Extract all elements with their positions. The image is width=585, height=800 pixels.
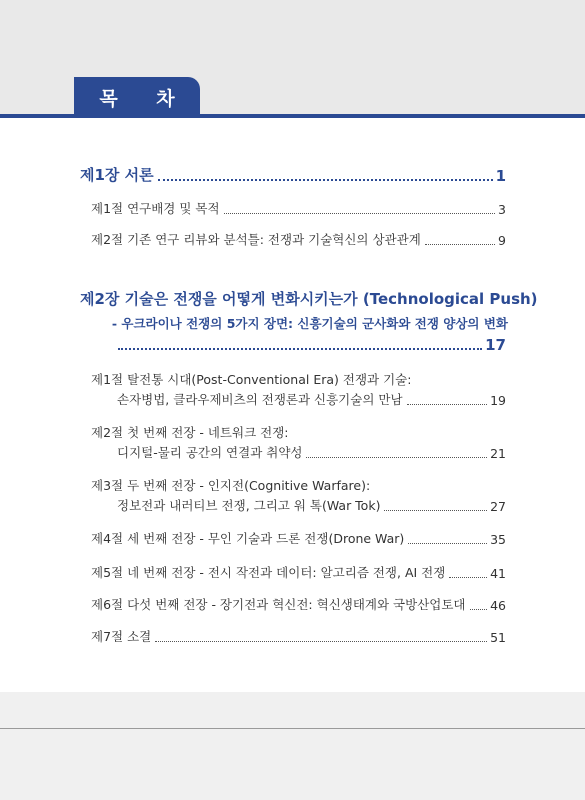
toc-entry-section-2-7[interactable]	[91, 627, 506, 645]
toc-entry-section-2-3-line1[interactable]: 제3절 두 번째 전장 - 인지전(Cognitive Warfare):	[91, 478, 371, 493]
toc-chapter-2-subtitle: - 우크라이나 전쟁의 5가지 장면: 신흥기술의 군사화와 전쟁 양상의 변화	[111, 316, 508, 331]
toc-entry-label: 제7절 소결	[91, 629, 152, 644]
toc-entry-page: 51	[490, 630, 506, 645]
toc-entry-label: 제6절 다섯 번째 전장 - 장기전과 혁신전: 혁신생태계와 국방산업토대	[91, 597, 466, 612]
toc-entry-page: 17	[485, 336, 506, 354]
toc-entry-section-1-1[interactable]	[91, 199, 506, 217]
toc-entry-page: 41	[490, 566, 506, 581]
toc-entry-page: 27	[490, 499, 506, 514]
dot-leader	[384, 510, 487, 511]
toc-entry-section-2-4[interactable]	[91, 529, 506, 547]
dot-leader	[408, 543, 487, 544]
dot-leader	[306, 457, 487, 458]
toc-entry-label: 제4절 세 번째 전장 - 무인 기술과 드론 전쟁(Drone War)	[91, 531, 405, 546]
toc-entry-section-2-1[interactable]	[117, 390, 506, 408]
toc-entry-page: 9	[498, 233, 506, 248]
toc-entry-section-2-6[interactable]	[91, 595, 506, 613]
footer-band	[0, 692, 585, 800]
toc-chapter-2-title[interactable]: 제2장 기술은 전쟁을 어떻게 변화시키는가 (Technological Push)	[80, 290, 538, 308]
dot-leader	[118, 348, 482, 350]
toc-entry-page: 46	[490, 598, 506, 613]
dot-leader	[449, 577, 487, 578]
toc-entry-chapter-2-page-row[interactable]	[118, 336, 506, 354]
dot-leader	[407, 404, 488, 405]
toc-entry-label: 제1장 서론	[80, 166, 154, 184]
dot-leader	[158, 179, 493, 181]
toc-entry-section-2-3[interactable]	[117, 496, 506, 514]
toc-entry-label: 제5절 네 번째 전장 - 전시 작전과 데이터: 알고리즘 전쟁, AI 전쟁	[91, 565, 446, 580]
dot-leader	[470, 609, 488, 610]
dot-leader	[425, 244, 495, 245]
toc-title: 목 차	[99, 87, 191, 110]
toc-entry-chapter-1[interactable]	[80, 164, 506, 185]
toc-entry-section-2-2-line1[interactable]: 제2절 첫 번째 전장 - 네트워크 전쟁:	[91, 425, 289, 440]
dot-leader	[155, 641, 487, 642]
toc-entry-section-2-5[interactable]	[91, 563, 506, 581]
toc-entry-section-2-1-line1[interactable]: 제1절 탈전통 시대(Post-Conventional Era) 전쟁과 기술:	[91, 372, 412, 387]
footer-rule	[0, 728, 585, 729]
toc-entry-page: 21	[490, 446, 506, 461]
toc-entry-page: 1	[495, 167, 506, 185]
toc-entry-page: 35	[490, 532, 506, 547]
toc-entry-label: 제2절 기존 연구 리뷰와 분석틀: 전쟁과 기술혁신의 상관관계	[91, 232, 421, 247]
toc-entry-section-2-2[interactable]	[117, 443, 506, 461]
toc-entry-label: 디지털-물리 공간의 연결과 취약성	[117, 445, 303, 460]
toc-entry-label: 제1절 연구배경 및 목적	[91, 201, 220, 216]
toc-entry-page: 19	[490, 393, 506, 408]
dot-leader	[224, 213, 495, 214]
toc-entry-page: 3	[498, 202, 506, 217]
toc-entry-label: 손자병법, 클라우제비츠의 전쟁론과 신흥기술의 만남	[117, 392, 403, 407]
toc-entry-label: 정보전과 내러티브 전쟁, 그리고 워 톡(War Tok)	[117, 498, 381, 513]
toc-entry-section-1-2[interactable]	[91, 230, 506, 248]
